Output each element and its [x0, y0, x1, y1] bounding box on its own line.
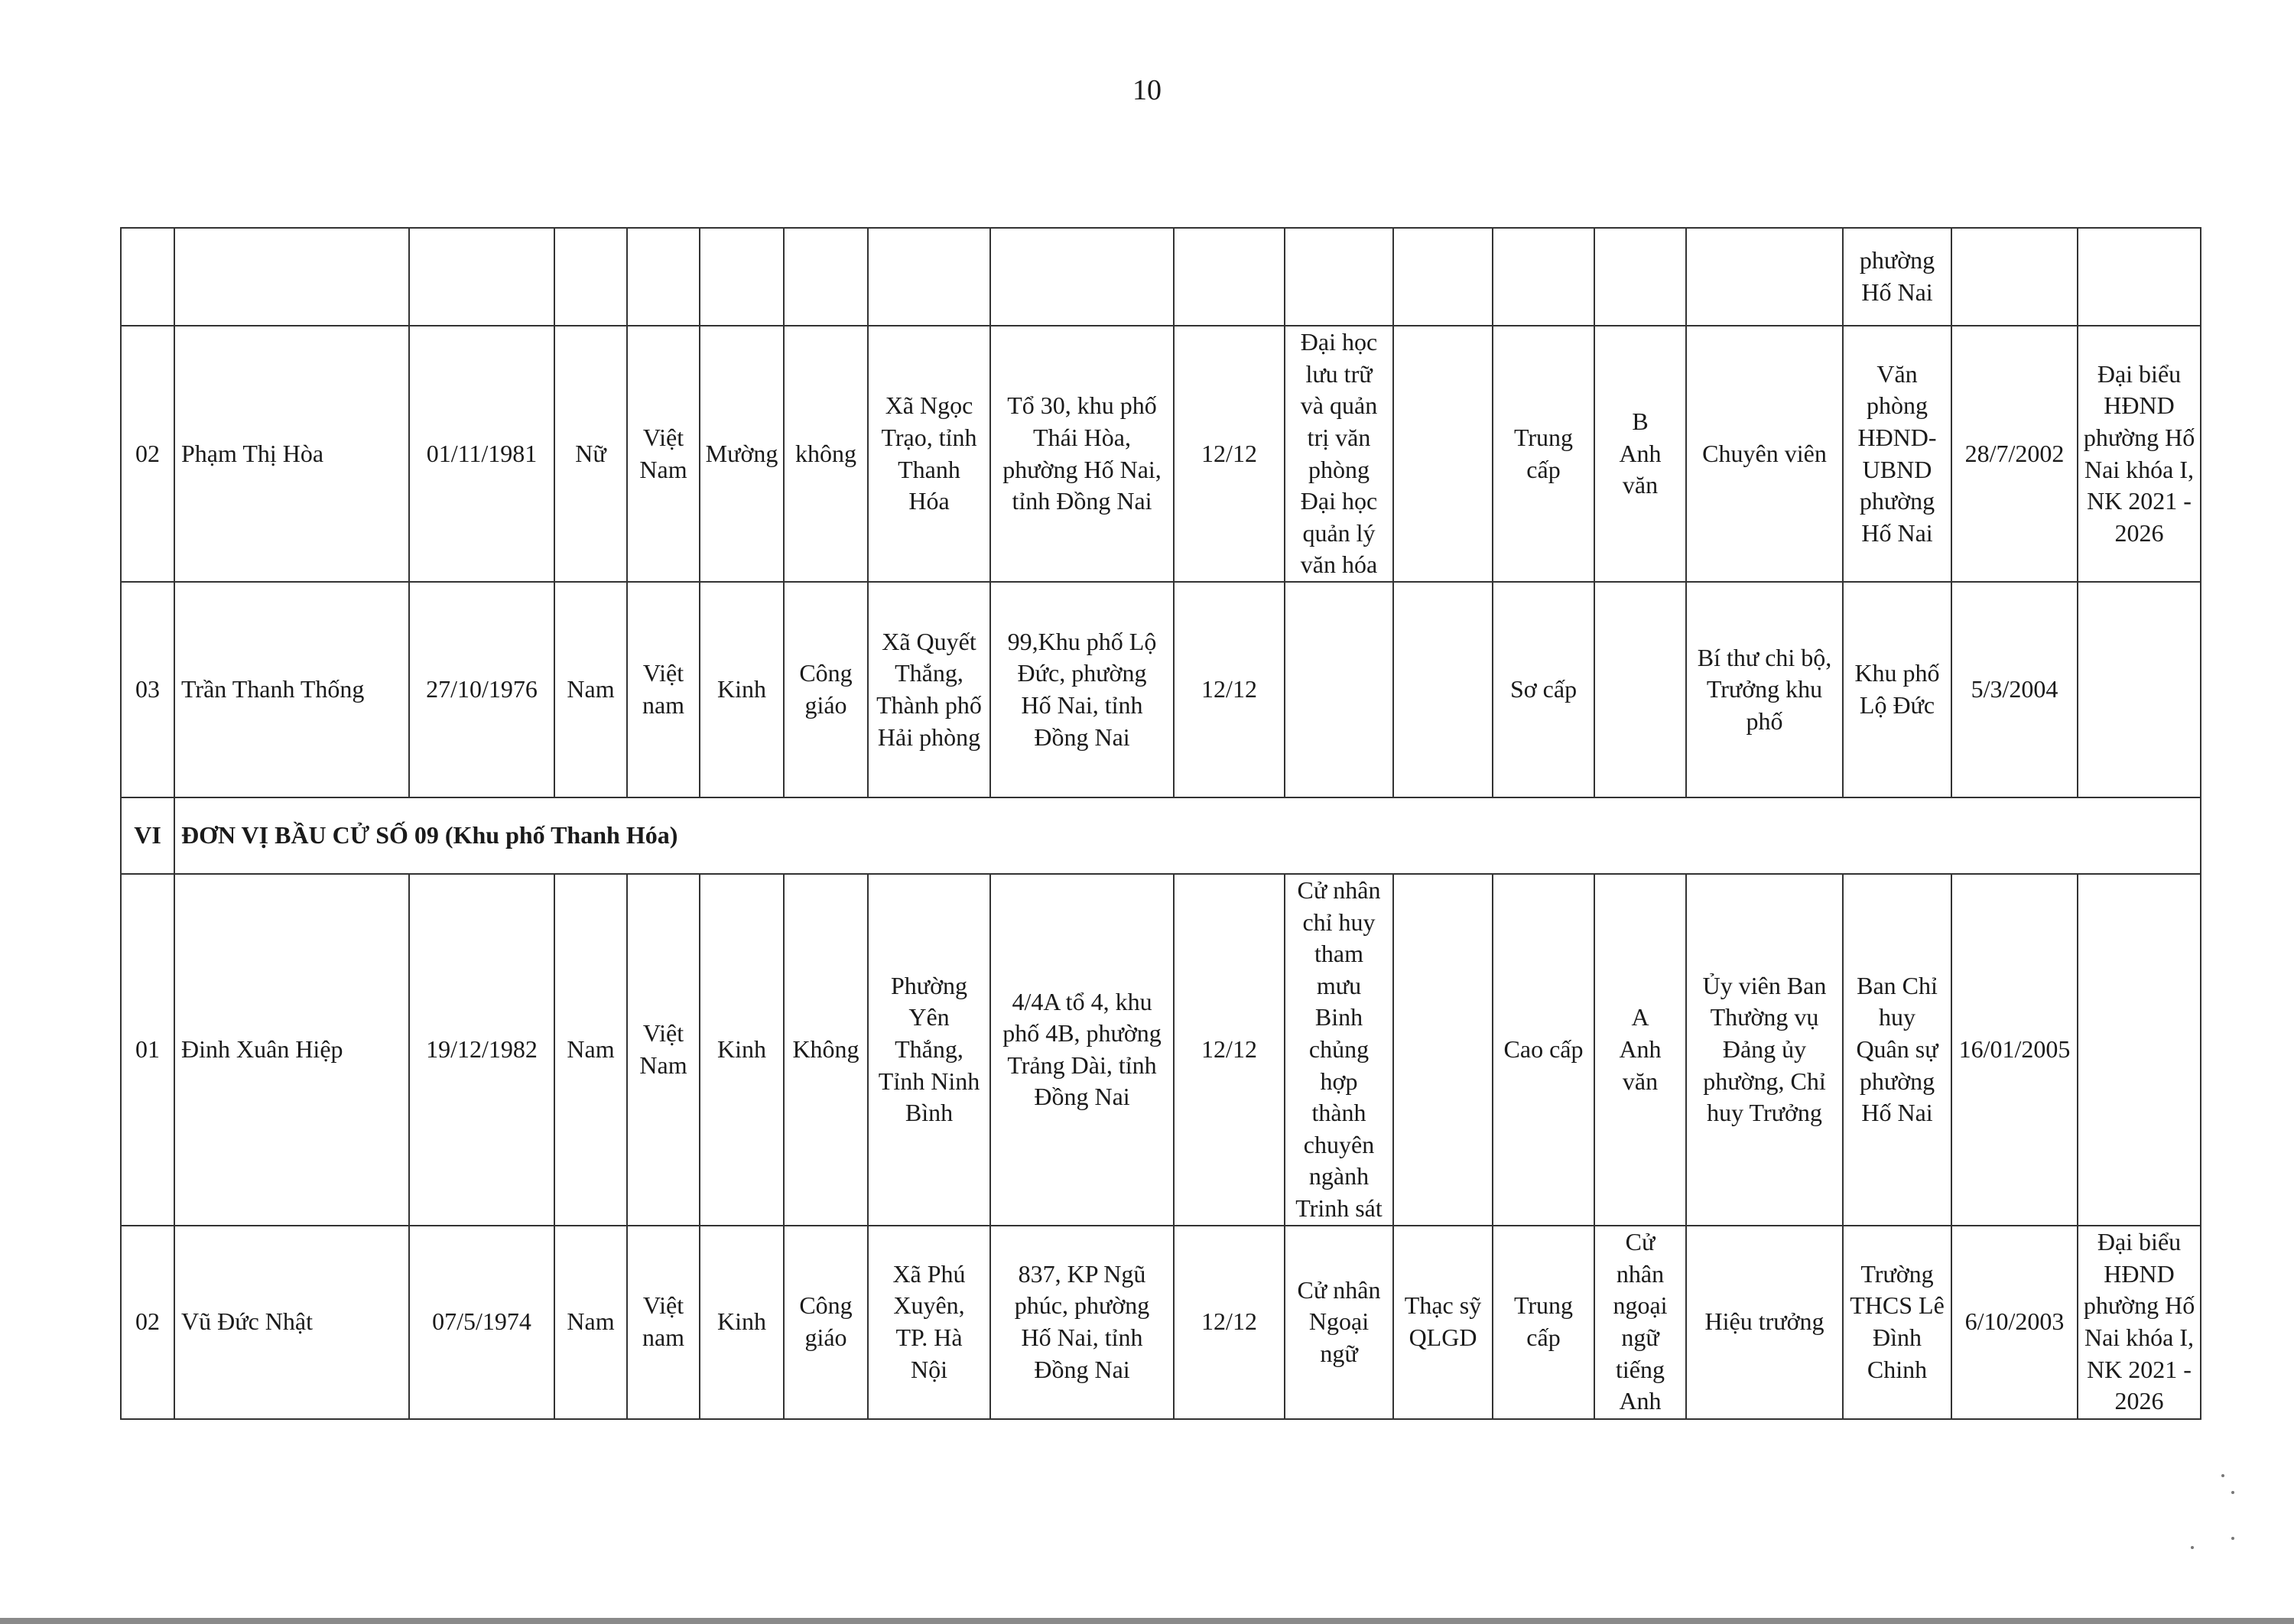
cell-position: Hiệu trưởng [1686, 1226, 1843, 1419]
cell-hometown: Xã Phú Xuyên, TP. Hà Nội [868, 1226, 990, 1419]
cell-hometown [868, 228, 990, 326]
cell-stt: 02 [121, 326, 174, 582]
section-title: ĐƠN VỊ BẦU CỬ SỐ 09 (Khu phố Thanh Hóa) [174, 797, 2201, 874]
cell-language: Cử nhân ngoại ngữ tiếng Anh [1594, 1226, 1686, 1419]
cell-language: B Anh văn [1594, 326, 1686, 582]
cell-nationality: Việt Nam [627, 326, 700, 582]
cell-education: 12/12 [1174, 1226, 1285, 1419]
cell-specialty: Đại học lưu trữ và quản trị văn phòng Đại học quản lý văn hóa [1285, 326, 1393, 582]
table-row [121, 326, 2201, 582]
cell-hometown: Xã Ngọc Trạo, tỉnh Thanh Hóa [868, 326, 990, 582]
cell-delegate: Đại biểu HĐND phường Hố Nai khóa I, NK 2021 - 2026 [2078, 326, 2201, 582]
cell-residence [990, 228, 1174, 326]
cell-religion: không [784, 326, 868, 582]
cell-dob: 07/5/1974 [409, 1226, 554, 1419]
cell-name: Phạm Thị Hòa [174, 326, 409, 582]
cell-nationality: Việt nam [627, 582, 700, 797]
cell-residence: 4/4A tổ 4, khu phố 4B, phường Trảng Dài, tỉnh Đồng Nai [990, 874, 1174, 1226]
cell-position: Chuyên viên [1686, 326, 1843, 582]
cell-name: Trần Thanh Thống [174, 582, 409, 797]
scan-speck [2231, 1537, 2234, 1540]
cell-gender: Nam [554, 1226, 627, 1419]
table-row [121, 874, 2201, 1226]
cell-delegate [2078, 874, 2201, 1226]
cell-party-date: 16/01/2005 [1951, 874, 2078, 1226]
cell-specialty: Cử nhân Ngoại ngữ [1285, 1226, 1393, 1419]
cell-degree [1393, 874, 1493, 1226]
cell-gender: Nam [554, 874, 627, 1226]
cell-ethnicity [700, 228, 784, 326]
cell-position: Ủy viên Ban Thường vụ Đảng ủy phường, Chỉ huy Trưởng [1686, 874, 1843, 1226]
cell-workplace: Khu phố Lộ Đức [1843, 582, 1951, 797]
cell-residence: 99,Khu phố Lộ Đức, phường Hố Nai, tỉnh Đồng Nai [990, 582, 1174, 797]
cell-religion: Công giáo [784, 582, 868, 797]
cell-language: A Anh văn [1594, 874, 1686, 1226]
cell-hometown: Xã Quyết Thắng, Thành phố Hải phòng [868, 582, 990, 797]
scan-speck [2191, 1546, 2194, 1549]
cell-political: Sơ cấp [1493, 582, 1594, 797]
cell-stt: 01 [121, 874, 174, 1226]
cell-dob [409, 228, 554, 326]
cell-position: Bí thư chi bộ, Trưởng khu phố [1686, 582, 1843, 797]
cell-specialty [1285, 582, 1393, 797]
cell-degree: Thạc sỹ QLGD [1393, 1226, 1493, 1419]
cell-party-date: 6/10/2003 [1951, 1226, 2078, 1419]
cell-political [1493, 228, 1594, 326]
cell-delegate [2078, 582, 2201, 797]
table-row [121, 582, 2201, 797]
cell-stt: 03 [121, 582, 174, 797]
cell-education [1174, 228, 1285, 326]
cell-stt [121, 228, 174, 326]
cell-language [1594, 582, 1686, 797]
cell-name [174, 228, 409, 326]
scan-speck [2231, 1491, 2234, 1494]
cell-position [1686, 228, 1843, 326]
cell-religion [784, 228, 868, 326]
section-header-row [121, 797, 2201, 874]
cell-party-date [1951, 228, 2078, 326]
table-row [121, 1226, 2201, 1419]
cell-education: 12/12 [1174, 582, 1285, 797]
cell-degree [1393, 228, 1493, 326]
cell-nationality [627, 228, 700, 326]
section-number: VI [121, 797, 174, 874]
table-row-continuation [121, 228, 2201, 326]
cell-dob: 19/12/1982 [409, 874, 554, 1226]
cell-delegate: Đại biểu HĐND phường Hố Nai khóa I, NK 2021 - 2026 [2078, 1226, 2201, 1419]
cell-workplace: Ban Chỉ huy Quân sự phường Hố Nai [1843, 874, 1951, 1226]
cell-workplace: phường Hố Nai [1843, 228, 1951, 326]
cell-political: Cao cấp [1493, 874, 1594, 1226]
cell-ethnicity: Kinh [700, 582, 784, 797]
cell-ethnicity: Kinh [700, 874, 784, 1226]
cell-hometown: Phường Yên Thắng, Tỉnh Ninh Bình [868, 874, 990, 1226]
cell-delegate [2078, 228, 2201, 326]
cell-name: Đinh Xuân Hiệp [174, 874, 409, 1226]
cell-name: Vũ Đức Nhật [174, 1226, 409, 1419]
cell-ethnicity: Kinh [700, 1226, 784, 1419]
cell-degree [1393, 582, 1493, 797]
cell-degree [1393, 326, 1493, 582]
scan-speck [2221, 1474, 2224, 1477]
cell-party-date: 28/7/2002 [1951, 326, 2078, 582]
cell-education: 12/12 [1174, 326, 1285, 582]
cell-dob: 27/10/1976 [409, 582, 554, 797]
cell-nationality: Việt Nam [627, 874, 700, 1226]
cell-language [1594, 228, 1686, 326]
cell-political: Trung cấp [1493, 326, 1594, 582]
cell-specialty: Cử nhân chỉ huy tham mưu Binh chủng hợp thành chuyên ngành Trinh sát [1285, 874, 1393, 1226]
cell-gender [554, 228, 627, 326]
cell-workplace: Trường THCS Lê Đình Chinh [1843, 1226, 1951, 1419]
cell-gender: Nữ [554, 326, 627, 582]
cell-specialty [1285, 228, 1393, 326]
page-number: 10 [1132, 74, 1162, 106]
cell-nationality: Việt nam [627, 1226, 700, 1419]
scan-edge-strip [0, 1618, 2294, 1624]
cell-religion: Không [784, 874, 868, 1226]
cell-education: 12/12 [1174, 874, 1285, 1226]
cell-residence: 837, KP Ngũ phúc, phường Hố Nai, tỉnh Đồng Nai [990, 1226, 1174, 1419]
cell-residence: Tổ 30, khu phố Thái Hòa, phường Hố Nai, tỉnh Đồng Nai [990, 326, 1174, 582]
cell-stt: 02 [121, 1226, 174, 1419]
candidate-table [120, 227, 2201, 1420]
cell-workplace: Văn phòng HĐND- UBND phường Hố Nai [1843, 326, 1951, 582]
cell-religion: Công giáo [784, 1226, 868, 1419]
cell-ethnicity: Mường [700, 326, 784, 582]
cell-dob: 01/11/1981 [409, 326, 554, 582]
cell-party-date: 5/3/2004 [1951, 582, 2078, 797]
cell-gender: Nam [554, 582, 627, 797]
cell-political: Trung cấp [1493, 1226, 1594, 1419]
